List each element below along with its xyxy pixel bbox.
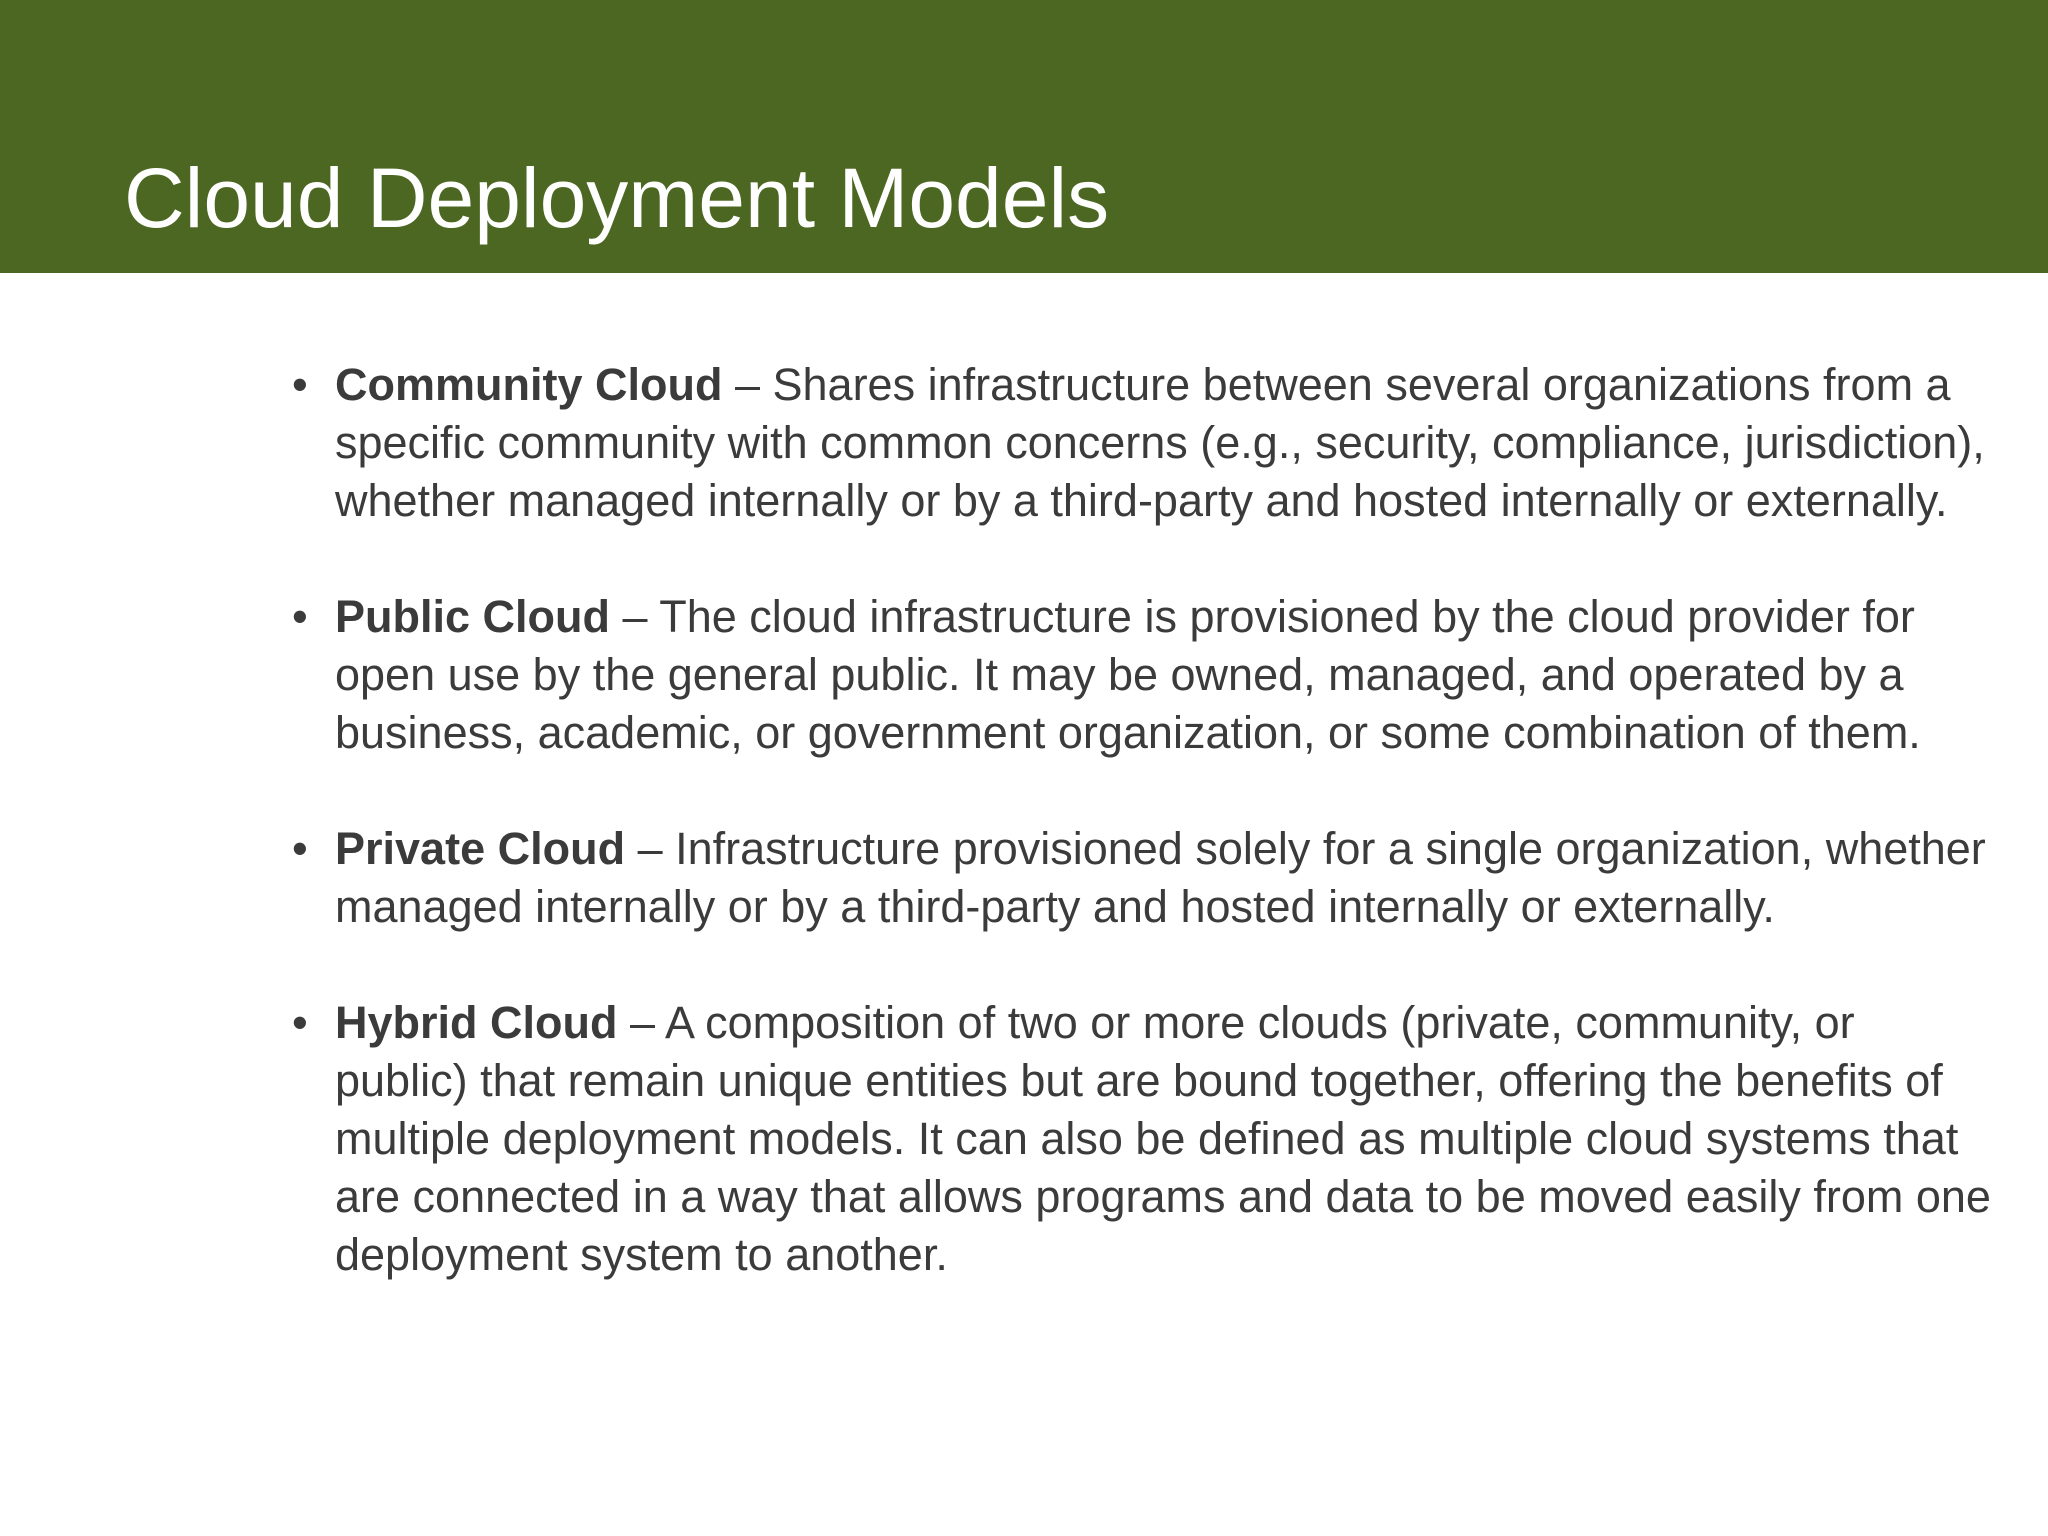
- bullet-description: – The cloud infrastructure is provisioned by the cloud provider for open use by the general public. It may be owned, managed, and operated by a business, academic, or government organization, or some combination of them.: [335, 591, 1921, 758]
- bullet-icon: •: [292, 997, 308, 1048]
- bullet-icon: •: [292, 823, 308, 874]
- bullet-description: – A composition of two or more clouds (private, community, or public) that remain unique entities but are bound together, offering the benefits of multiple deployment models. It can also be defined as multiple cloud systems that are connected in a way that allows programs and data to be moved easily from one deployment system to another.: [335, 997, 1991, 1280]
- bullet-list: [292, 356, 1992, 1284]
- bullet-item-hybrid-cloud: [292, 994, 1992, 1284]
- bullet-term: Public Cloud: [335, 591, 610, 642]
- bullet-icon: •: [292, 591, 308, 642]
- title-bar: [0, 0, 2048, 273]
- bullet-term: Community Cloud: [335, 359, 723, 410]
- bullet-term: Private Cloud: [335, 823, 626, 874]
- slide-title: Cloud Deployment Models: [124, 151, 1110, 245]
- bullet-item-public-cloud: [292, 588, 1992, 762]
- bullet-item-private-cloud: [292, 820, 1992, 936]
- bullet-item-community-cloud: [292, 356, 1992, 530]
- bullet-description: – Infrastructure provisioned solely for a single organization, whether managed internally or by a third-party and hosted internally or externally.: [335, 823, 1986, 932]
- bullet-description: – Shares infrastructure between several organizations from a specific community with common concerns (e.g., security, compliance, jurisdiction), whether managed internally or by a third-party and hosted internally or externally.: [335, 359, 1985, 526]
- bullet-term: Hybrid Cloud: [335, 997, 618, 1048]
- bullet-icon: •: [292, 359, 308, 410]
